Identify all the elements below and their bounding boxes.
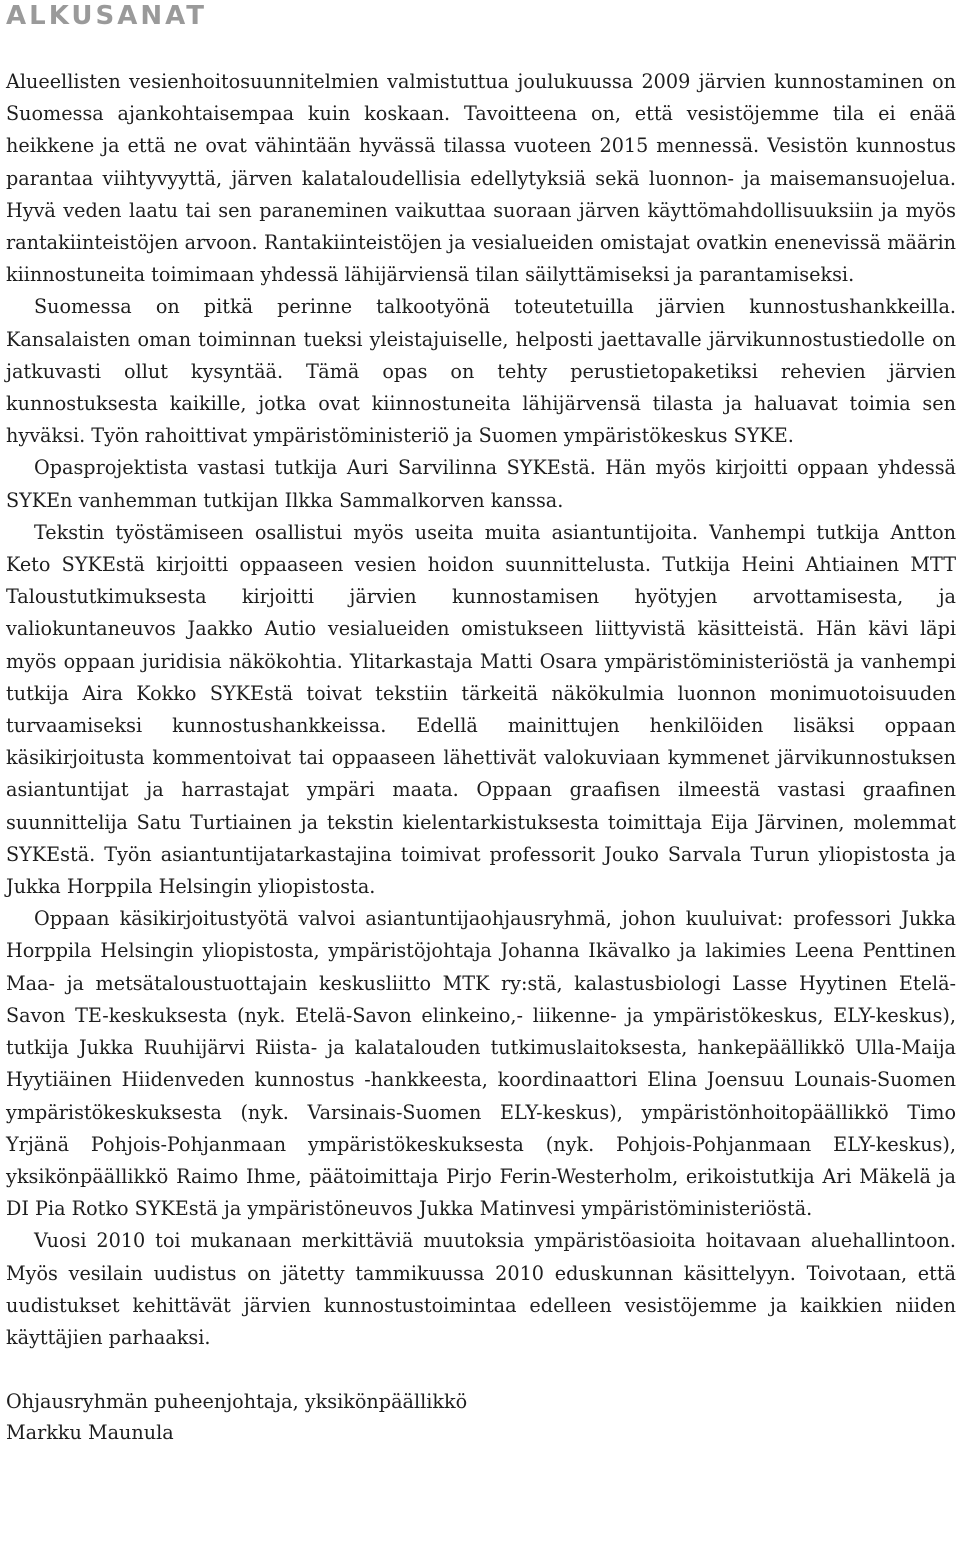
paragraph-5: Oppaan käsikirjoitustyötä valvoi asiantuntijaohjausryhmä, johon kuuluivat: professori Jukka Horppila Helsingin yliopistosta, ympäristöjohtaja Johanna Ikävalko ja lakimies Leena Penttinen Maa- ja metsätaloustuottajain keskusliitto MTK ry:stä, kalastusbiologi Lasse Hyytinen Etelä-Savon TE-keskuksesta (nyk. Etelä-Savon elinkeino,- liikenne- ja ympäristökeskus, ELY-keskus), tutkija Jukka Ruuhijärvi Riista- ja kalatalouden tutkimuslaitoksesta, hankepäällikkö Ulla-Maija Hyytiäinen Hiidenveden kunnostus -hankkeesta, koordinaattori Elina Joensuu Lounais-Suomen ympäristökeskuksesta (nyk. Varsinais-Suomen ELY-keskus), ympäristönhoitopäällikkö Timo Yrjänä Pohjois-Pohjanmaan ympäristökeskuksesta (nyk. Pohjois-Pohjanmaan ELY-keskus), yksikönpäällikkö Raimo Ihme, päätoimittaja Pirjo Ferin-Westerholm, erikoistutkija Ari Mäkelä ja DI Pia Rotko SYKEstä ja ympäristöneuvos Jukka Matinvesi ympäristöministeriöstä. [6, 907, 956, 1221]
paragraph-6: Vuosi 2010 toi mukanaan merkittäviä muutoksia ympäristöasioita hoitavaan aluehallintoon. Myös vesilain uudistus on jätetty tammikuussa 2010 eduskunnan käsittelyyn. Toivotaan, että uudistukset kehittävät järvien kunnostustoimintaa edelleen vesistöjemme ja kaikkien niiden käyttäjien parhaaksi. [6, 1229, 956, 1349]
signature-title: Ohjausryhmän puheenjohtaja, yksikönpäällikkö [6, 1390, 468, 1414]
paragraph-3: Opasprojektista vastasi tutkija Auri Sarvilinna SYKEstä. Hän myös kirjoitti oppaan yhdessä SYKEn vanhemman tutkijan Ilkka Sammalkorven kanssa. [6, 456, 956, 512]
paragraph-4: Tekstin työstämiseen osallistui myös useita muita asiantuntijoita. Vanhempi tutkija Antton Keto SYKEstä kirjoitti oppaaseen vesien hoidon suunnittelusta. Tutkija Heini Ahtiainen MTT Taloustutkimuksesta kirjoitti järvien kunnostamisen hyötyjen arvottamisesta, ja valiokuntaneuvos Jaakko Autio vesialueiden omistukseen liittyvistä käsitteistä. Hän kävi läpi myös oppaan juridisia näkökohtia. Ylitarkastaja Matti Osara ympäristöministeriöstä ja vanhempi tutkija Aira Kokko SYKEstä toivat tekstiin tärkeitä näkökulmia luonnon monimuotoisuuden turvaamiseksi kunnostushankkeissa. Edellä mainittujen henkilöiden lisäksi oppaan käsikirjoitusta kommentoivat tai oppaaseen lähettivät valokuviaan kymmenet järvikunnostuksen asiantuntijat ja harrastajat ympäri maata. Oppaan graafisen ilmeestä vastasi graafinen suunnittelija Satu Turtiainen ja tekstin kielentarkistuksesta toimittaja Eija Järvinen, molemmat SYKEstä. Työn asiantuntijatarkastajina toimivat professorit Jouko Sarvala Turun yliopistosta ja Jukka Horppila Helsingin yliopistosta. [6, 520, 956, 899]
preface-body [6, 66, 956, 1354]
page-title: ALKUSANAT [6, 1, 207, 31]
signature-block [6, 1386, 956, 1448]
paragraph-1: Alueellisten vesienhoitosuunnitelmien valmistuttua joulukuussa 2009 järvien kunnostaminen on Suomessa ajankohtaisempaa kuin koskaan. Tavoitteena on, että vesistöjemme tila ei enää heikkene ja että ne ovat vähintään hyvässä tilassa vuoteen 2015 mennessä. Vesistön kunnostus parantaa viihtyvyyttä, järven kalataloudellisia edellytyksiä sekä luonnon- ja maisemansuojelua. Hyvä veden laatu tai sen paraneminen vaikuttaa suoraan järven käyttömahdollisuuksiin ja myös rantakiinteistöjen arvoon. Rantakiinteistöjen ja vesialueiden omistajat ovatkin enenevissä määrin kiinnostuneita toimimaan yhdessä lähijärviensä tilan säilyttämiseksi ja parantamiseksi. [6, 70, 956, 287]
signature-name: Markku Maunula [6, 1421, 174, 1445]
paragraph-2: Suomessa on pitkä perinne talkootyönä toteutetuilla järvien kunnostushankkeilla. Kansalaisten oman toiminnan tueksi yleistajuiselle, helposti jaettavalle järvikunnostustiedolle on jatkuvasti ollut kysyntää. Tämä opas on tehty perustietopaketiksi rehevien järvien kunnostuksesta kaikille, jotka ovat kiinnostuneita lähijärvensä tilasta ja haluavat toimia sen hyväksi. Työn rahoittivat ympäristöministeriö ja Suomen ympäristökeskus SYKE. [6, 295, 956, 448]
